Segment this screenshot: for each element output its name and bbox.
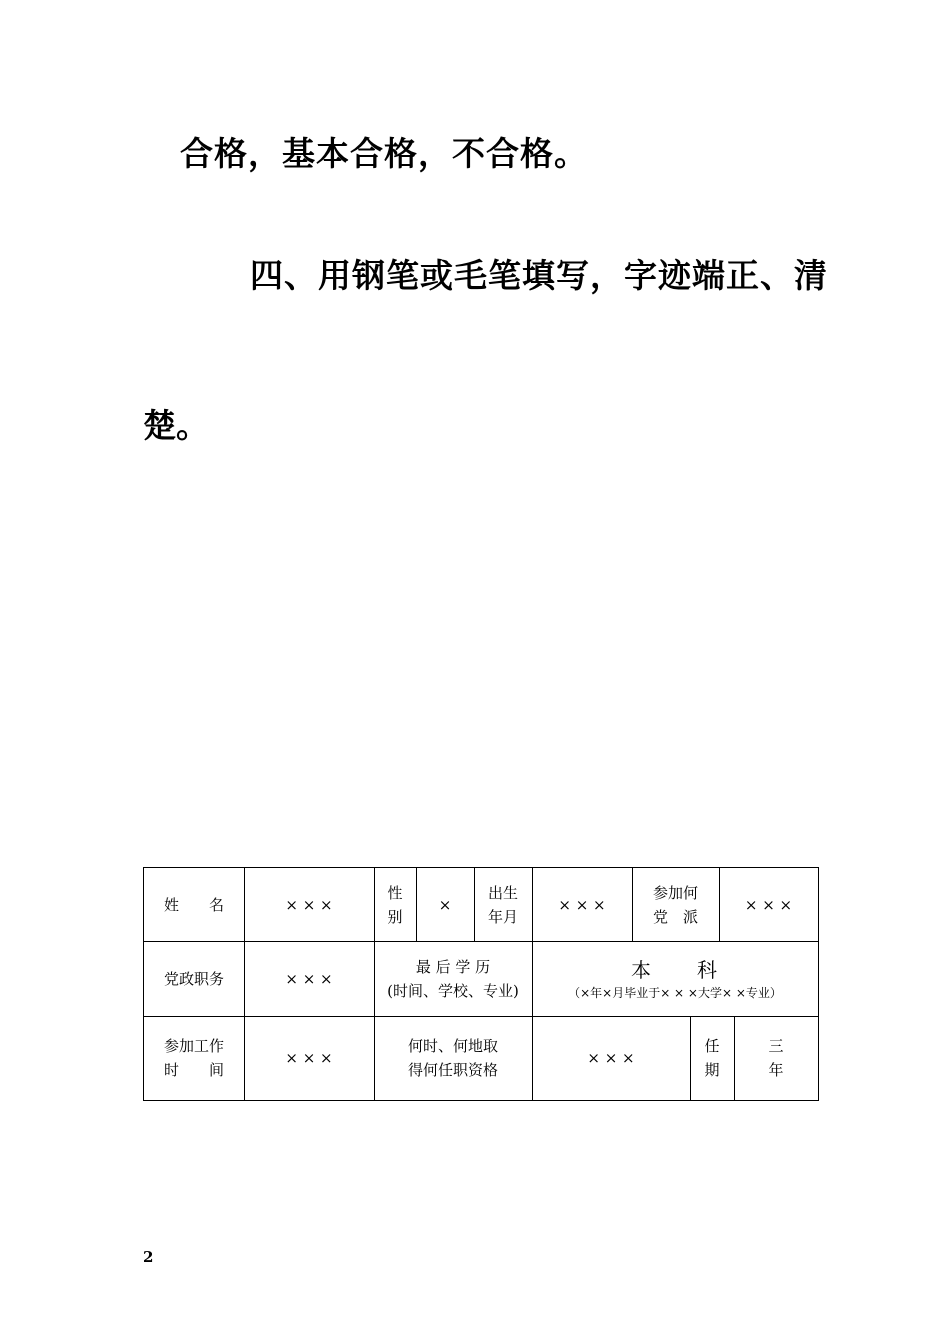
term-value-line2: 年 (768, 1061, 784, 1079)
work-start-value: × × × (285, 1049, 333, 1067)
position-label: 党政职务 (163, 969, 224, 988)
name-label: 姓 名 (163, 895, 224, 914)
education-degree: 本 科 (630, 957, 719, 982)
party-label (632, 868, 719, 941)
education-label (374, 941, 532, 1016)
term-label-line2: 期 (704, 1061, 720, 1079)
qualification-label-line1: 何时、何地取 (407, 1037, 498, 1055)
gender-value: × (438, 895, 452, 914)
birth-label-line1: 出生 (487, 883, 518, 902)
gender-label-line2: 别 (387, 907, 403, 926)
education-label-line1: 最 后 学 历 (415, 957, 491, 976)
education-value (532, 941, 818, 1016)
term-label (690, 1016, 734, 1100)
page-number: 2 (143, 1248, 154, 1266)
birth-value: × × × (558, 895, 606, 914)
qualification-label (374, 1016, 532, 1100)
position-value: × × × (285, 969, 333, 988)
paragraph-instruction-four: 四、用钢笔或毛笔填写，字迹端正、清 (250, 256, 828, 295)
education-detail: （×年×月毕业于× × ×大学× ×专业） (568, 985, 782, 1000)
work-start-label-line2: 时 间 (163, 1061, 224, 1079)
party-label-line1: 参加何 (652, 883, 698, 902)
term-value (734, 1016, 818, 1100)
party-label-line2: 党 派 (652, 907, 698, 926)
education-label-line2: (时间、学校、专业) (387, 981, 519, 1000)
birth-label (474, 868, 532, 941)
term-label-line1: 任 (704, 1037, 720, 1055)
qualification-value: × × × (587, 1049, 635, 1067)
work-start-label-line1: 参加工作 (163, 1037, 224, 1055)
work-start-label (144, 1016, 244, 1100)
paragraph-instruction-four-continued: 楚。 (143, 406, 209, 445)
term-value-line1: 三 (768, 1037, 784, 1055)
paragraph-grading-options: 合格，基本合格，不合格。 (180, 134, 588, 173)
qualification-label-line2: 得何任职资格 (407, 1061, 498, 1079)
party-value: × × × (744, 895, 793, 914)
personnel-info-table (143, 867, 819, 1101)
birth-label-line2: 年月 (487, 907, 518, 926)
name-value: × × × (285, 895, 333, 914)
gender-label (374, 868, 416, 941)
gender-label-line1: 性 (387, 883, 403, 902)
